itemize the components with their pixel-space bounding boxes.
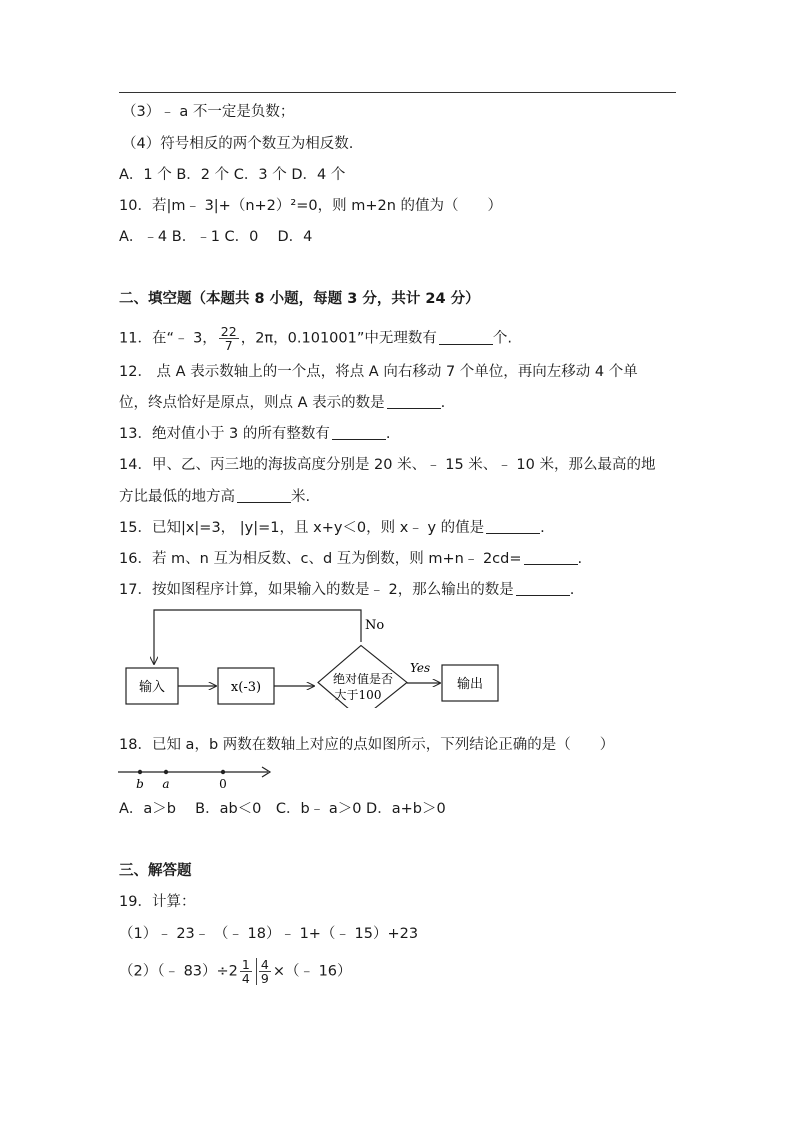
output-label: 输出 [456,677,484,692]
point-b [138,770,142,774]
q11: 11．在“﹣ 3， $\frac{22}{7}$ ，2π，0.101001”中无理数有 个. [119,324,512,353]
section2-title: 二、填空题（本题共 8 小题，每题 3 分，共计 24 分） [119,291,480,307]
q10-options: A．﹣4 B．﹣1 C．0 D．4 [119,229,313,245]
fraction-1-4: $\frac{1}{4}$ [241,957,250,986]
input-label: 输入 [138,680,166,695]
q11-prefix: 11．在“﹣ 3， [119,330,217,347]
operation-label: x(-3) [230,680,262,695]
fraction-4-9: $\frac{4}{9}$ [256,958,271,985]
q16: 16．若 m、n 互为相反数、c、d 互为倒数，则 m+n﹣ 2cd= . [119,551,583,567]
fraction-22-7: $\frac{22}{7}$ [220,324,237,353]
q18: 18．已知 a，b 两数在数轴上对应的点如图所示，下列结论正确的是（ ） [119,737,615,753]
answer-blank [332,425,386,440]
answer-blank [516,581,570,596]
loop-back-arrow [154,610,361,664]
section3-title: 三、解答题 [119,863,192,879]
condition-label-1: 绝对值是否 [332,672,394,686]
flowchart [118,608,518,708]
q11-suffix: ，2π，0.101001”中无理数有 [240,330,437,347]
q14-line2: 方比最低的地方高 米. [119,489,311,505]
label-a: a [162,777,170,790]
q17: 17．按如图程序计算，如果输入的数是﹣ 2，那么输出的数是 . [119,582,575,598]
q12-line2: 位，终点恰好是原点，则点 A 表示的数是 . [119,395,446,411]
number-line [118,764,278,790]
answer-blank [439,330,493,345]
answer-blank [486,519,540,534]
q9-item4: （4）符号相反的两个数互为相反数. [122,136,354,152]
q12-line1: 12． 点 A 表示数轴上的一个点，将点 A 向右移动 7 个单位，再向左移动 4 个单 [119,364,638,380]
point-a [164,770,168,774]
q19-item2: （2）（﹣ 83）÷2 $\frac{1}{4}$ $\frac{4}{9}$ ×（﹣ 16） [119,957,352,986]
q19: 19．计算： [119,894,196,910]
answer-blank [237,488,291,503]
q10: 10．若|m﹣ 3|+（n+2）²=0，则 m+2n 的值为（ ） [119,198,502,214]
q13: 13．绝对值小于 3 的所有整数有 . [119,426,391,442]
q14-line1: 14．甲、乙、丙三地的海拔高度分别是 20 米、﹣ 15 米、﹣ 10 米，那么最高的地 [119,457,656,473]
condition-label-2: 大于100 [334,688,382,702]
point-zero [221,770,225,774]
answer-blank [387,394,441,409]
q19-item1: （1）﹣ 23﹣ （﹣ 18）﹣ 1+（﹣ 15）+23 [119,926,419,942]
answer-blank [524,550,578,565]
q18-options: A．a＞b B．ab＜0 C．b﹣ a＞0 D．a+b＞0 [119,801,446,817]
yes-label: Yes [410,661,431,675]
q15: 15．已知|x|=3， |y|=1，且 x+y＜0，则 x﹣ y 的值是 . [119,520,545,536]
label-b: b [136,777,144,790]
label-zero: 0 [219,777,227,790]
no-label: No [365,618,385,633]
q9-item3: （3）﹣ a 不一定是负数； [122,104,295,120]
q9-options: A．1 个 B．2 个 C．3 个 D．4 个 [119,167,346,183]
header-rule [119,92,676,93]
